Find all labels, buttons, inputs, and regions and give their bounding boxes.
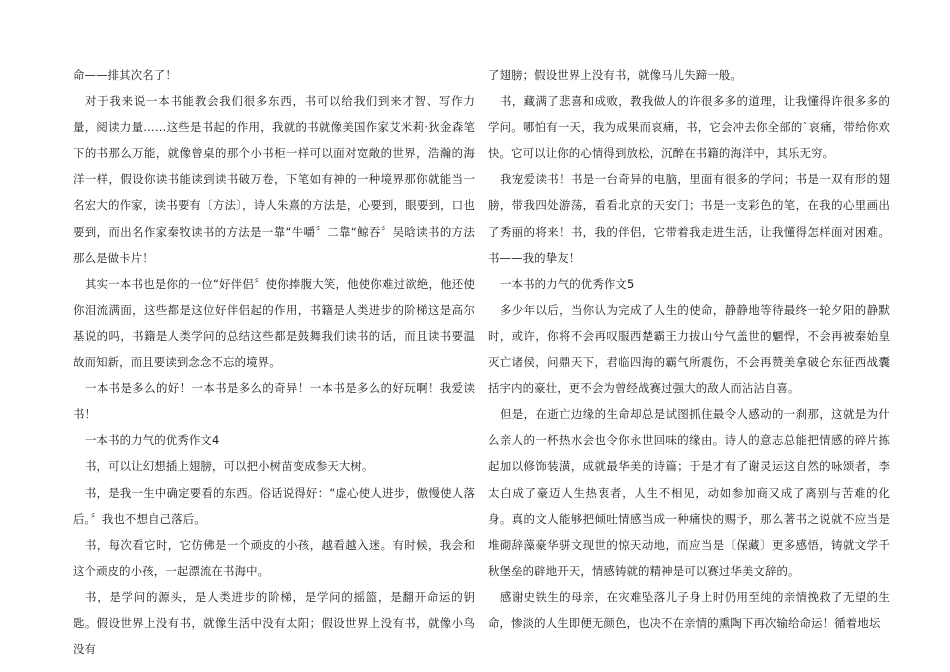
paragraph: 感谢史铁生的母亲，在灾难坠落儿子身上时仍用至纯的亲情挽救了无望的生命，惨淡的人生即便无颜色，也决不在亲情的熏陶下再次输给命运！循着地坛	[488, 589, 890, 630]
paragraph: 但是，在逝亡边缘的生命却总是试图抓住最令人感动的一刹那，这就是为什么亲人的一杯热水会也令你永世回味的缘由。诗人的意志总能把情感的碎片拣起加以修饰装潢，成就最华美的诗篇；于是才有了谢灵运这自然的咏颂者，李太白成了豪迈人生热衷者，人生不相见，动如参加商又成了离别与苦难的化身。真的文人能够把倾吐情感当成一种痛快的赐予，那么著书之说就不应当是堆砌辞藻豪华骈文现世的惊天动地，而应当是〔保藏〕更多感悟，铸就文学千秋堡垒的辟地开天，情感铸就的精神是可以赛过华美文辞的。	[488, 407, 890, 578]
paragraph: 书，每次看它时，它仿佛是一个顽皮的小孩，越看越入迷。有时候，我会和这个顽皮的小孩，一起漂流在书海中。	[73, 537, 475, 578]
paragraph: 书，是学问的源头，是人类进步的阶梯，是学问的摇篮，是翻开命运的钥匙。假设世界上没有书，就像生活中没有太阳；假设世界上没有书，就像小鸟没有	[73, 589, 475, 657]
paragraph: 书，藏满了悲喜和成败，教我做人的许很多多的道理，让我懂得许很多多的学问。哪怕有一天，我为成果而哀痛，书，它会冲去你全部的`哀痛，带给你欢快。它可以让你的心情得到放松，沉醉在书籍的海洋中，其乐无穷。	[488, 94, 890, 161]
paragraph: 书，可以让幻想插上翅膀，可以把小树苗变成参天大树。	[85, 459, 374, 474]
paragraph: 对于我来说一本书能教会我们很多东西，书可以给我们到来才智、写作力量，阅读力量……这些是书起的作用，我就的书就像美国作家艾米莉·狄金森笔下的书那么万能，就像曾桌的那个小书柜一样可以面对宽敞的世界，浩瀚的海洋一样，假设你读书能读到读书破万卷，下笔如有神的一种境界那你就能当一名宏大的作家，读书要有〔方法〕，诗人朱熹的方法是，心要到，眼要到，口也要到，而出名作家秦牧读书的方法是一靠“牛嚼〞二靠“鲸吞〞吴晗读书的方法那么是做卡片！	[73, 94, 475, 265]
section-heading: 一本书的力气的优秀作文5	[500, 276, 635, 291]
paragraph: 我宠爱读书！书是一台奇异的电脑，里面有很多的学问；书是一双有形的翅膀，带我四处游荡，看看北京的天安门；书是一支彩色的笔，在我的心里画出了秀丽的将来！书，我的伴侣，它带着我走进生活，让我懂得怎样面对困难。书——我的挚友！	[488, 172, 890, 265]
paragraph: 了翅膀；假设世界上没有书，就像马儿失蹄一般。	[488, 68, 742, 82]
left-column	[73, 62, 475, 662]
section-heading: 一本书的力气的优秀作文4	[85, 433, 220, 448]
paragraph: 命——排其次名了！	[73, 68, 177, 82]
paragraph: 书，是我一生中确定要看的东西。俗话说得好：“虚心使人进步，傲慢使人落后。〞我也不想自己落后。	[73, 485, 475, 526]
right-column	[488, 62, 890, 636]
paragraph: 其实一本书也是你的一位“好伴侣〞使你捧腹大笑，他使你难过欲绝，他还使你泪流满面，这些都是这位好伴侣起的作用，书籍是人类进步的阶梯这是高尔基说的吗，书籍是人类学问的总结这些都是鼓舞我们读书的话，而且读书要温故而知新，而且要读到念念不忘的境界。	[73, 276, 475, 370]
paragraph: 一本书是多么的好！一本书是多么的奇异！一本书是多么的好玩啊！我爱读书！	[73, 381, 475, 422]
paragraph: 多少年以后，当你认为完成了人生的使命，静静地等待最终一轮夕阳的静默时，或许，你将不会再叹服西楚霸王力拔山兮气盖世的魍悍，不会再被秦始皇灭亡诸侯，问鼎天下，君临四海的霸气所震伤，不会再赞美拿破仑东征西战囊括宇内的豪壮，更不会为曾经战赛过强大的敌人而沾沾自喜。	[488, 302, 890, 396]
